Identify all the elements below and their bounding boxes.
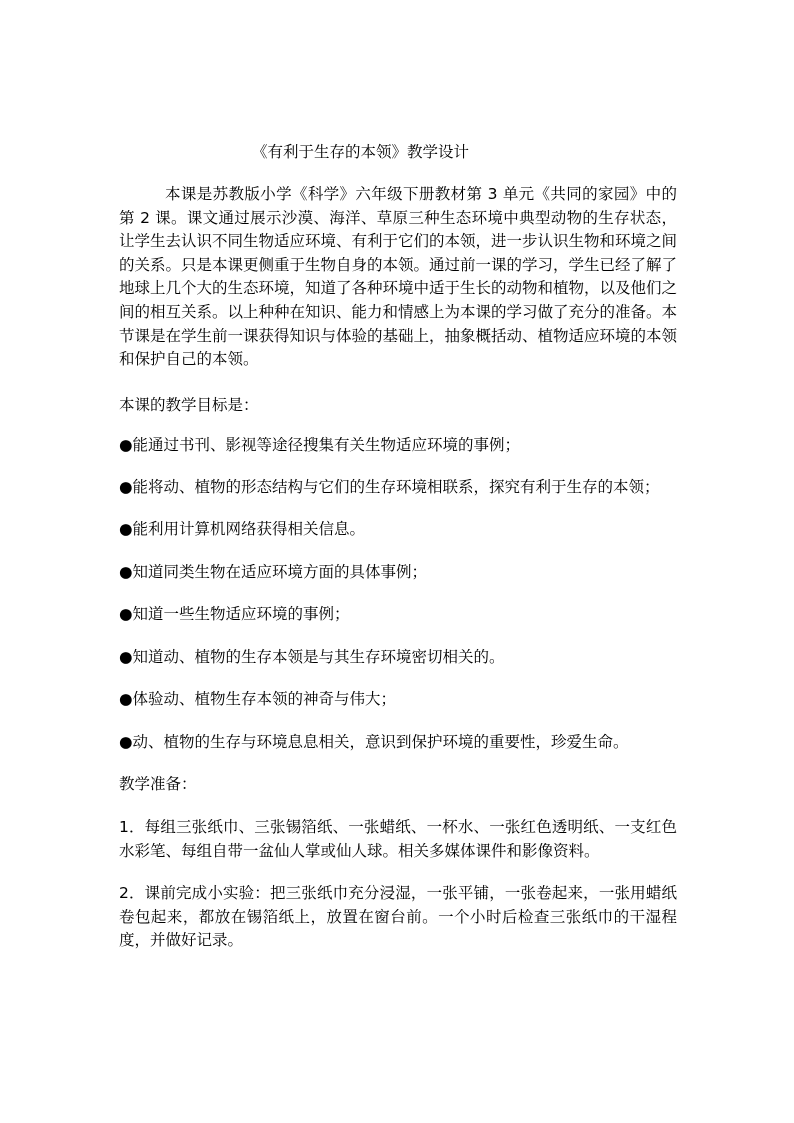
prep-item: 2．课前完成小实验：把三张纸巾充分浸湿，一张平铺，一张卷起来，一张用蜡纸卷包起来，都放在锡箔纸上，放置在窗台前。一个小时后检查三张纸巾的干湿程度，并做好记录。 (119, 884, 677, 950)
intro-paragraph: 本课是苏教版小学《科学》六年级下册教材第 3 单元《共同的家园》中的第 2 课。课文通过展示沙漠、海洋、草原三种生态环境中典型动物的生存状态，让学生去认识不同生物适应环境、有利于它们的本领，进一步认识生物和环境之间的关系。只是本课更侧重于生物自身的本领。通过前一课的学习，学生已经了解了地球上几个大的生态环境，知道了各种环境中适于生长的动物和植物，以及他们之间的相互关系。以上种种在知识、能力和情感上为本课的学习做了充分的准备。本节课是在学生前一课获得知识与体验的基础上，抽象概括动、植物适应环境的本领和保护自己的本领。 (119, 185, 678, 369)
goals-heading: 本课的教学目标是： (119, 396, 259, 414)
goal-item: ●知道一些生物适应环境的事例； (119, 605, 350, 623)
goal-item: ●能通过书刊、影视等途径搜集有关生物适应环境的事例； (119, 436, 521, 454)
goal-item: ●能将动、植物的形态结构与它们的生存环境相联系，探究有利于生存的本领； (119, 478, 660, 496)
goal-item: ●知道同类生物在适应环境方面的具体事例； (119, 563, 428, 581)
goal-item: ●能利用计算机网络获得相关信息。 (119, 520, 366, 538)
prep-heading: 教学准备： (119, 775, 197, 793)
goal-item: ●体验动、植物生存本领的神奇与伟大； (119, 690, 397, 708)
goal-item: ●知道动、植物的生存本领是与其生存环境密切相关的。 (119, 648, 505, 666)
goal-item: ●动、植物的生存与环境息息相关，意识到保护环境的重要性，珍爱生命。 (119, 733, 629, 751)
prep-item: 1．每组三张纸巾、三张锡箔纸、一张蜡纸、一杯水、一张红色透明纸、一支红色水彩笔、每组自带一盆仙人掌或仙人球。相关多媒体课件和影像资料。 (119, 818, 677, 860)
document-title: 《有利于生存的本领》教学设计 (252, 143, 470, 161)
